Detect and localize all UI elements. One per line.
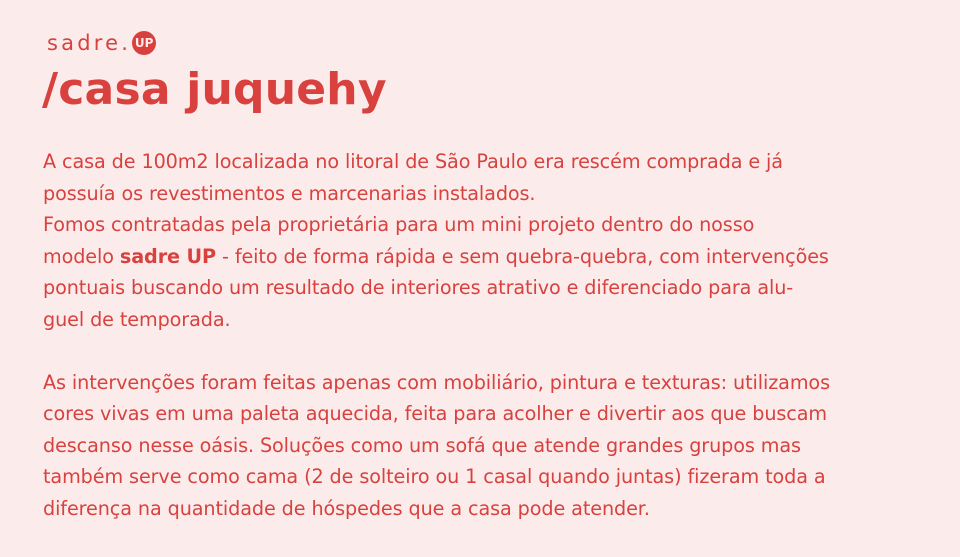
text-line: As intervenções foram feitas apenas com mobiliário, pintura e texturas: utilizamos: [43, 370, 830, 394]
brand-logo-text: sadre.: [47, 31, 132, 55]
paragraph-intro: [43, 146, 943, 335]
page-title: /casa juquehy: [42, 64, 387, 115]
text-line: - feito de forma rápida e sem quebra-quebra, com intervenções: [216, 244, 829, 268]
text-line: A casa de 100m2 localizada no litoral de São Paulo era rescém comprada e já: [43, 150, 783, 173]
text-line: pontuais buscando um resultado de interiores atrativo e diferenciado para alu-: [43, 276, 794, 299]
brand-highlight: sadre UP: [119, 244, 216, 268]
text-line: também serve como cama (2 de solteiro ou 1 casal quando juntas) fizeram toda a: [43, 465, 826, 488]
paragraph-spacer: [43, 335, 943, 367]
text-line: Fomos contratadas pela proprietária para um mini projeto dentro do nosso: [43, 213, 755, 236]
text-line: diferença na quantidade de hóspedes que a casa pode atender.: [43, 496, 650, 520]
text-line: cores vivas em uma paleta aquecida, feita para acolher e divertir aos que buscam: [43, 402, 827, 425]
brand-logo-badge: UP: [132, 31, 156, 55]
text-line: modelo: [43, 244, 120, 268]
brand-logo: [47, 30, 156, 56]
text-line: guel de temporada.: [43, 307, 231, 331]
text-line: descanso nesse oásis. Soluções como um sofá que atende grandes grupos mas: [43, 433, 801, 457]
text-line: possuía os revestimentos e marcenarias instalados.: [43, 181, 536, 205]
paragraph-interventions: [43, 367, 943, 525]
project-description: [43, 146, 943, 524]
